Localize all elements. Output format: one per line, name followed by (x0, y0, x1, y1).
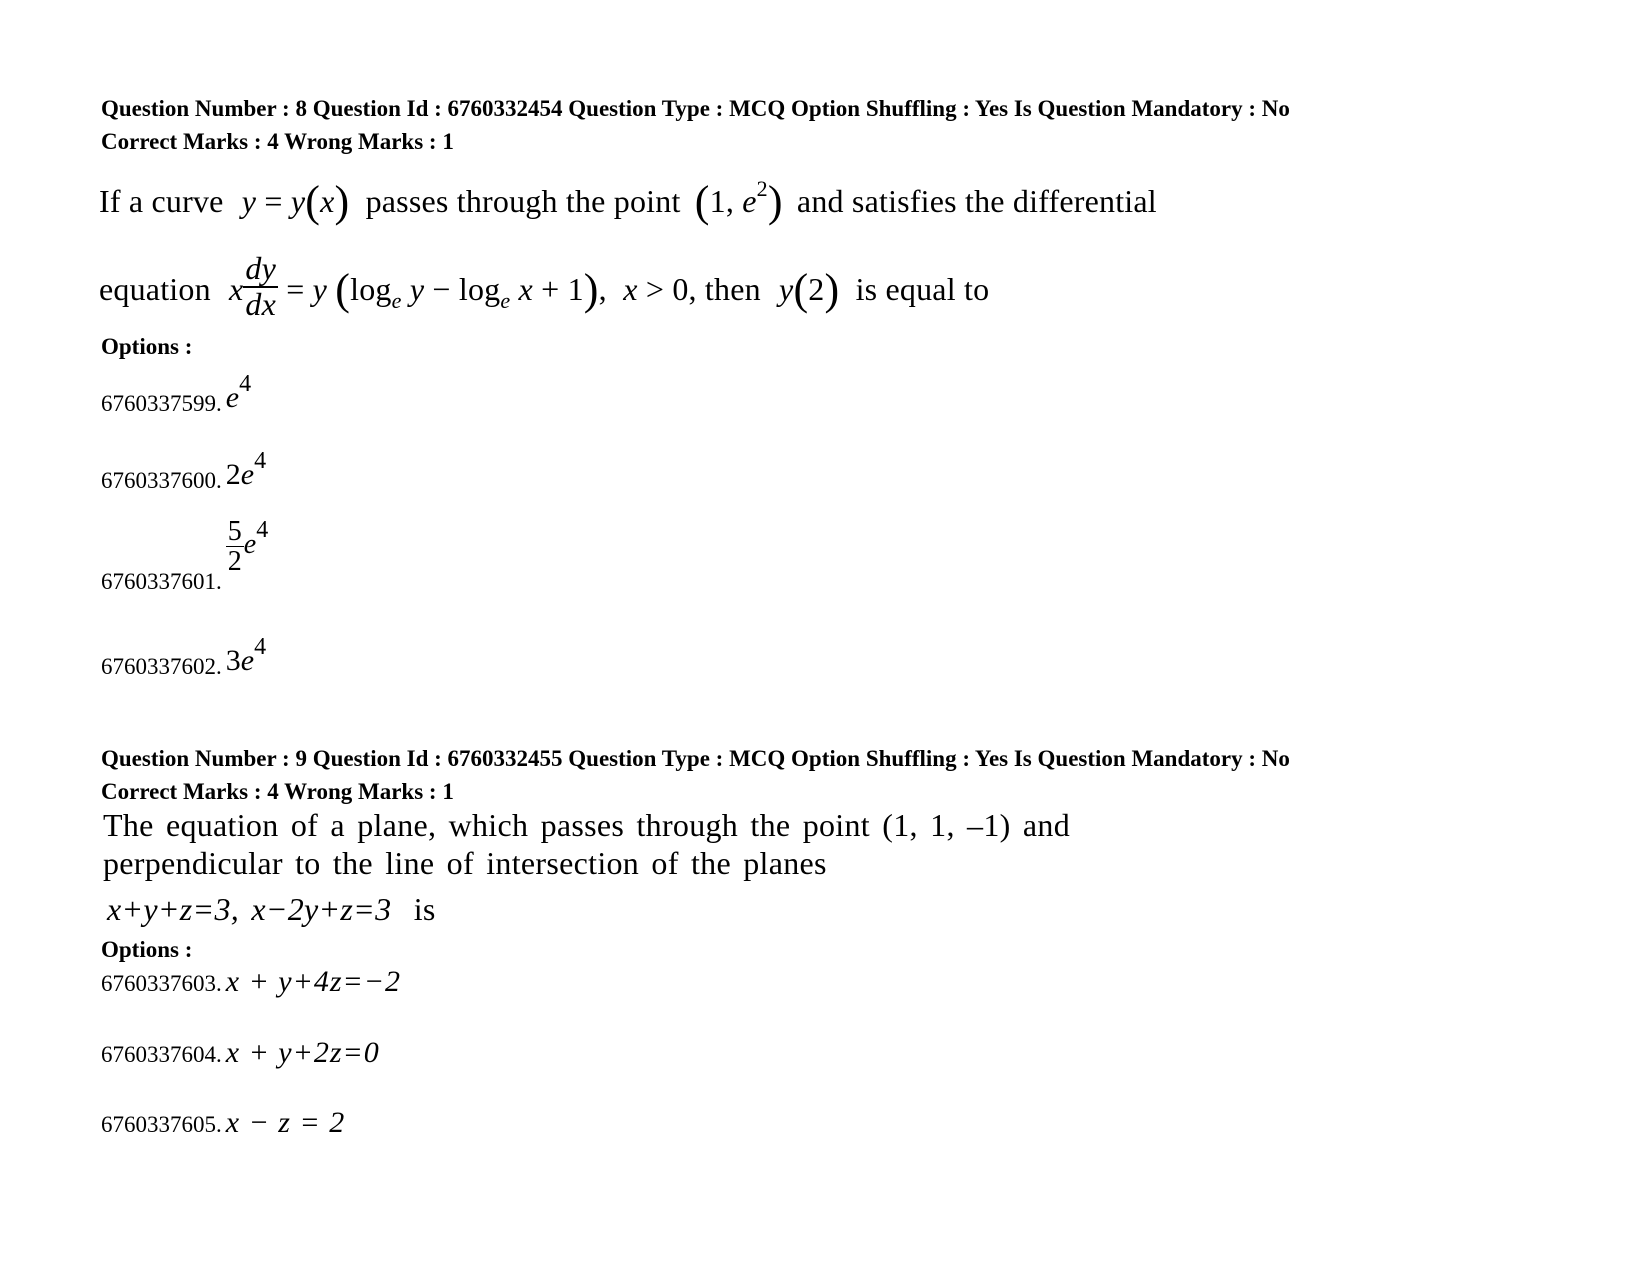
option-6760337600[interactable]: 6760337600. 2e4 (101, 448, 267, 493)
option-id: 6760337604. (101, 1042, 222, 1067)
option-math: $\frac{5}{2}$ (227, 516, 242, 578)
math-y2: y (779, 270, 794, 307)
question-9-statement-line2: perpendicular to the line of intersection of the planes (103, 845, 827, 881)
question-8-header: Question Number : 8 Question Id : 6760332454 Question Type : MCQ Option Shuffling : Yes Is Question Mandatory : No (101, 96, 1290, 121)
statement-text: passes through the point (365, 183, 681, 219)
option-6760337603[interactable] (101, 965, 401, 999)
option-math: x − z = 2 (225, 1106, 346, 1139)
option-6760337602[interactable]: 6760337602. 3e4 (101, 634, 267, 679)
option-math: x + y+4z=−2 (225, 965, 402, 998)
option-math: x + y+2z=0 (225, 1036, 380, 1069)
statement-text: equation (99, 270, 211, 307)
question-9-options-label: Options : (101, 937, 193, 962)
option-id: 6760337601. (101, 568, 222, 594)
option-math: 3e (225, 644, 255, 677)
option-6760337601[interactable]: 6760337601. $\frac{5}{2}$ e4 (101, 516, 269, 594)
question-9-statement-line1: The equation of a plane, which passes through the point (1, 1, –1) and (103, 807, 1070, 843)
statement-text: then (704, 270, 761, 307)
math-planes: x+y+z=3, x−2y+z=3 (107, 891, 392, 927)
option-6760337605[interactable] (101, 1106, 345, 1140)
option-id: 6760337603. (101, 971, 222, 996)
math-point: ( (694, 177, 710, 226)
option-id: 6760337600. (101, 468, 222, 493)
question-9-statement-line3 (107, 893, 436, 925)
option-math: e (225, 381, 240, 414)
option-id: 6760337599. (101, 391, 222, 416)
question-8-statement-line2: equation x $\frac{dy}{dx}$ = y ($\log_e$ $y - \log_e x + 1$), x > 0, then y(2) is equal to (99, 250, 990, 322)
option-id: 6760337605. (101, 1112, 222, 1137)
option-6760337599[interactable]: 6760337599. e4 (101, 371, 252, 416)
question-8-statement-line1: If a curve y = y(x) passes through the point (1, $e^2$) and satisfies the differential (99, 176, 1157, 226)
statement-text: If a curve (99, 183, 224, 219)
statement-text: and satisfies the differential (796, 183, 1157, 219)
math-curve: y (241, 183, 257, 219)
option-6760337604[interactable] (101, 1036, 380, 1070)
math-derivative: $\frac{dy}{dx}$ (245, 250, 277, 322)
question-8-marks: Correct Marks : 4 Wrong Marks : 1 (101, 129, 454, 154)
statement-text: is (413, 891, 436, 927)
option-id: 6760337602. (101, 654, 222, 679)
question-8-options-label: Options : (101, 334, 193, 359)
question-9-marks: Correct Marks : 4 Wrong Marks : 1 (101, 779, 454, 804)
option-math: 2e (225, 458, 255, 491)
statement-text: is equal to (855, 270, 990, 307)
question-9-header: Question Number : 9 Question Id : 6760332455 Question Type : MCQ Option Shuffling : Yes Is Question Mandatory : No (101, 746, 1290, 771)
